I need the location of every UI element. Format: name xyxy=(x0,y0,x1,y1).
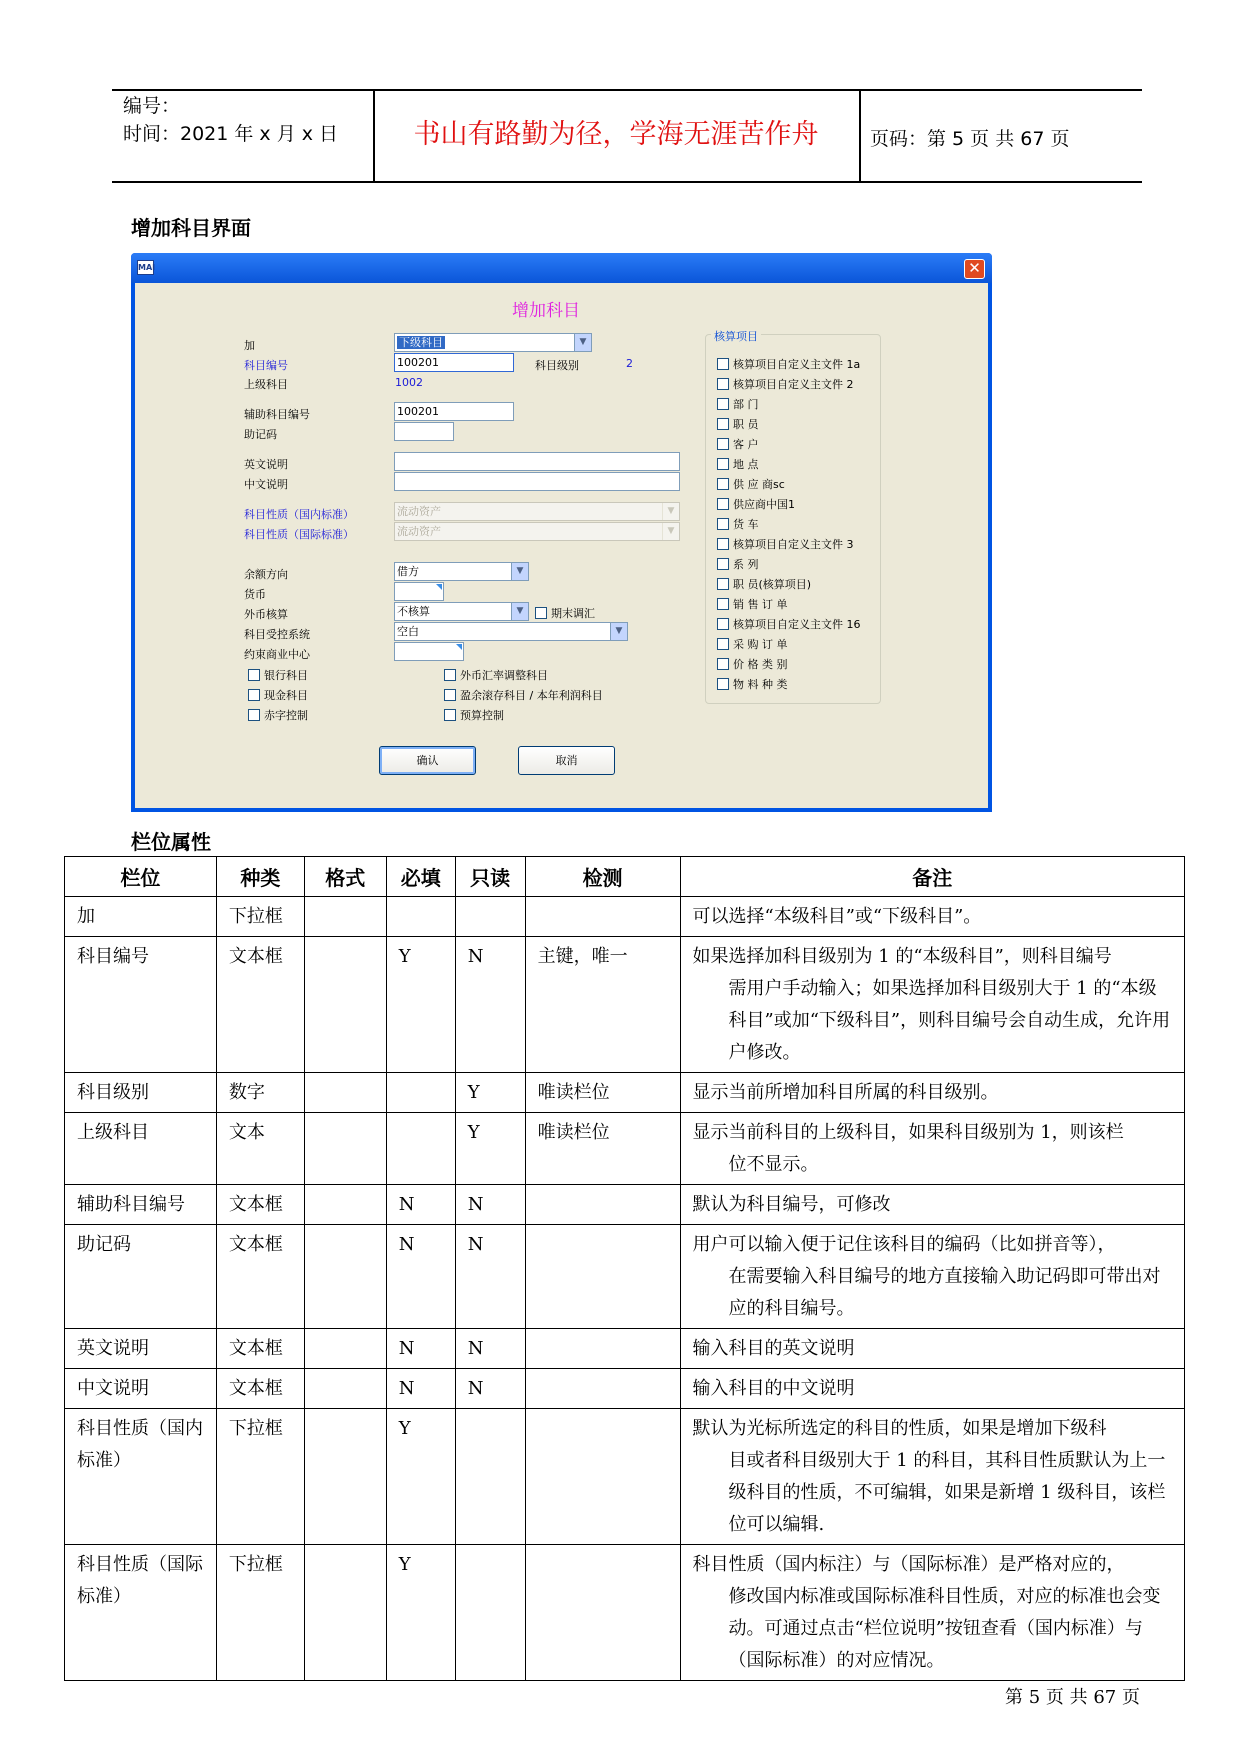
checkbox-label: 现金科目 xyxy=(264,689,308,702)
ctrl-sys-label: 科目受控系统 xyxy=(244,628,310,641)
accounting-item-checkbox[interactable] xyxy=(717,636,788,652)
note-continuation: 目或者科目级别大于 1 的科目，其科目性质默认为上一级科目的性质，不可编辑，如果是新增 1 级科目，该栏位可以编辑. xyxy=(728,1450,1166,1535)
column-header: 只读 xyxy=(455,857,525,897)
note-first-line: 如果选择加科目级别为 1 的“本级科目”，则科目编号 xyxy=(692,946,1112,967)
column-header: 检测 xyxy=(525,857,680,897)
nature-intl-label: 科目性质（国际标准） xyxy=(244,528,354,541)
dialog-heading: 增加科目 xyxy=(512,301,580,321)
cell-readonly: Y xyxy=(455,1113,525,1185)
cell-readonly xyxy=(455,897,525,937)
close-icon[interactable]: ✕ xyxy=(964,259,985,279)
cell-readonly: N xyxy=(455,1329,525,1369)
cell-type: 下拉框 xyxy=(216,1409,304,1545)
note-continuation: 位不显示。 xyxy=(728,1154,819,1175)
checkbox-label: 预算控制 xyxy=(460,709,504,722)
cell-note xyxy=(680,1545,1185,1681)
cell-check xyxy=(525,1545,680,1681)
cell-field: 科目编号 xyxy=(65,937,217,1073)
nature-cn-value: 流动资产 xyxy=(397,505,441,518)
constraint-label: 约束商业中心 xyxy=(244,648,310,661)
checkbox-label: 职 员(核算项目) xyxy=(733,578,812,591)
cell-required: N xyxy=(386,1225,455,1329)
cell-note xyxy=(680,1185,1185,1225)
nature-cn-label: 科目性质（国内标准） xyxy=(244,508,354,521)
cell-field: 科目性质（国内标准） xyxy=(65,1409,217,1545)
table-row xyxy=(65,1113,1185,1185)
parent-account-value: 1002 xyxy=(395,376,423,389)
accounting-item-checkbox[interactable] xyxy=(717,476,785,492)
checkbox-icon xyxy=(717,618,729,630)
fx-value: 不核算 xyxy=(397,605,430,618)
cash-account-checkbox[interactable] xyxy=(248,687,308,703)
en-desc-input[interactable] xyxy=(394,452,680,471)
cell-format xyxy=(304,1329,386,1369)
add-label: 加 xyxy=(244,339,255,352)
retained-earnings-checkbox[interactable] xyxy=(444,687,603,703)
ok-button[interactable]: 确认 xyxy=(379,746,476,775)
cell-check xyxy=(525,1329,680,1369)
checkbox-label: 供 应 商sc xyxy=(733,478,785,491)
ctrl-sys-dropdown[interactable] xyxy=(394,622,628,641)
table-row xyxy=(65,1545,1185,1681)
checkbox-icon xyxy=(717,438,729,450)
cell-type: 文本框 xyxy=(216,1369,304,1409)
table-row xyxy=(65,1073,1185,1113)
cn-desc-label: 中文说明 xyxy=(244,478,288,491)
ctrl-sys-value: 空白 xyxy=(397,625,419,638)
cell-readonly: N xyxy=(455,1185,525,1225)
checkbox-icon xyxy=(717,478,729,490)
section-title: 栏位属性 xyxy=(131,830,211,854)
checkbox-icon xyxy=(717,538,729,550)
table-row xyxy=(65,937,1185,1073)
cell-check: 唯读栏位 xyxy=(525,1073,680,1113)
checkbox-label: 采 购 订 单 xyxy=(733,638,788,651)
nature-intl-value: 流动资产 xyxy=(397,525,441,538)
constraint-input[interactable] xyxy=(394,642,464,661)
add-level-value: 下级科目 xyxy=(399,336,443,349)
checkbox-label: 核算项目自定义主文件 16 xyxy=(733,618,861,631)
account-code-input[interactable]: 100201 xyxy=(394,353,514,372)
cell-readonly: N xyxy=(455,937,525,1073)
cell-type: 文本 xyxy=(216,1113,304,1185)
note-first-line: 默认为科目编号，可修改 xyxy=(692,1194,891,1215)
budget-control-checkbox[interactable] xyxy=(444,707,504,723)
checkbox-icon xyxy=(248,669,260,681)
cell-type: 下拉框 xyxy=(216,1545,304,1681)
cell-format xyxy=(304,1073,386,1113)
group-title: 核算项目 xyxy=(711,328,761,344)
cell-field: 辅助科目编号 xyxy=(65,1185,217,1225)
accounting-item-checkbox[interactable] xyxy=(717,376,854,392)
checkbox-label: 货 车 xyxy=(733,518,759,531)
chevron-down-icon: ▼ xyxy=(662,503,679,520)
cell-format xyxy=(304,1113,386,1185)
account-code-label: 科目编号 xyxy=(244,359,288,372)
checkbox-label: 部 门 xyxy=(733,398,759,411)
note-first-line: 输入科目的中文说明 xyxy=(692,1378,855,1399)
mnemonic-input[interactable] xyxy=(394,422,454,441)
cell-field: 科目级别 xyxy=(65,1073,217,1113)
column-header: 格式 xyxy=(304,857,386,897)
cell-type: 文本框 xyxy=(216,937,304,1073)
add-level-dropdown[interactable] xyxy=(394,333,592,352)
section-title: 增加科目界面 xyxy=(131,216,251,240)
checkbox-label: 核算项目自定义主文件 2 xyxy=(733,378,854,391)
balance-dir-dropdown[interactable] xyxy=(394,562,529,581)
table-row xyxy=(65,1185,1185,1225)
cell-type: 文本框 xyxy=(216,1329,304,1369)
cell-field: 英文说明 xyxy=(65,1329,217,1369)
column-header: 栏位 xyxy=(65,857,217,897)
note-continuation: 需用户手动输入；如果选择加科目级别大于 1 的“本级科目”或加“下级科目”，则科目编号会自动生成，允许用户修改。 xyxy=(728,978,1171,1063)
note-continuation: 在需要输入科目编号的地方直接输入助记码即可带出对应的科目编号。 xyxy=(728,1266,1161,1319)
lookup-icon xyxy=(436,584,442,590)
note-first-line: 输入科目的英文说明 xyxy=(692,1338,855,1359)
checkbox-icon xyxy=(444,669,456,681)
deficit-control-checkbox[interactable] xyxy=(248,707,308,723)
fx-dropdown[interactable] xyxy=(394,602,529,621)
cell-readonly xyxy=(455,1409,525,1545)
accounting-item-checkbox[interactable] xyxy=(717,616,861,632)
header-top-rule xyxy=(112,89,1142,91)
account-level-value: 2 xyxy=(626,357,633,370)
cell-note xyxy=(680,1329,1185,1369)
accounting-item-checkbox[interactable] xyxy=(717,556,759,572)
cell-format xyxy=(304,937,386,1073)
checkbox-icon xyxy=(717,458,729,470)
accounting-item-checkbox[interactable] xyxy=(717,516,759,532)
checkbox-label: 销 售 订 单 xyxy=(733,598,788,611)
table-row xyxy=(65,1369,1185,1409)
chevron-down-icon: ▼ xyxy=(662,523,679,540)
cell-check xyxy=(525,897,680,937)
checkbox-icon xyxy=(717,598,729,610)
nature-intl-dropdown xyxy=(394,522,680,541)
balance-dir-value: 借方 xyxy=(397,565,419,578)
checkbox-icon xyxy=(717,578,729,590)
cell-note xyxy=(680,1073,1185,1113)
checkbox-label: 供应商中国1 xyxy=(733,498,795,511)
cell-format xyxy=(304,897,386,937)
checkbox-icon xyxy=(717,638,729,650)
bank-account-checkbox[interactable] xyxy=(248,667,308,683)
note-first-line: 显示当前科目的上级科目，如果科目级别为 1，则该栏 xyxy=(692,1122,1124,1143)
cell-check xyxy=(525,1369,680,1409)
note-continuation: 修改国内标准或国际标准科目性质，对应的标准也会变动。可通过点击“栏位说明”按钮查看（国内标准）与（国际标准）的对应情况。 xyxy=(728,1586,1161,1671)
fx-label: 外币核算 xyxy=(244,608,288,621)
chevron-down-icon: ▼ xyxy=(610,623,627,640)
currency-label: 货币 xyxy=(244,588,266,601)
cell-required: Y xyxy=(386,937,455,1073)
nature-cn-dropdown xyxy=(394,502,680,521)
accounting-item-checkbox[interactable] xyxy=(717,596,788,612)
table-row xyxy=(65,897,1185,937)
checkbox-icon xyxy=(717,518,729,530)
accounting-item-checkbox[interactable] xyxy=(717,536,854,552)
cell-required xyxy=(386,1113,455,1185)
header-page-info: 页码：第 5 页 共 67 页 xyxy=(870,128,1070,150)
cell-readonly: N xyxy=(455,1225,525,1329)
checkbox-label: 物 料 种 类 xyxy=(733,678,788,691)
fx-adjust-checkbox[interactable] xyxy=(444,667,548,683)
cell-note xyxy=(680,1225,1185,1329)
cell-check: 主键，唯一 xyxy=(525,937,680,1073)
period-end-checkbox[interactable] xyxy=(535,605,595,621)
cell-required xyxy=(386,1073,455,1113)
checkbox-label: 客 户 xyxy=(733,438,759,451)
cell-required: N xyxy=(386,1369,455,1409)
cell-type: 文本框 xyxy=(216,1225,304,1329)
checkbox-label: 核算项目自定义主文件 3 xyxy=(733,538,854,551)
accounting-item-checkbox[interactable] xyxy=(717,456,759,472)
cell-note xyxy=(680,1409,1185,1545)
accounting-item-checkbox[interactable] xyxy=(717,576,811,592)
cell-field: 加 xyxy=(65,897,217,937)
column-header: 备注 xyxy=(680,857,1185,897)
lookup-icon xyxy=(456,644,462,650)
checkbox-icon xyxy=(444,689,456,701)
accounting-item-checkbox[interactable] xyxy=(717,416,759,432)
checkbox-icon xyxy=(248,689,260,701)
accounting-item-checkbox[interactable] xyxy=(717,396,759,412)
checkbox-label: 盈余滚存科目 / 本年利润科目 xyxy=(460,689,603,702)
parent-account-label: 上级科目 xyxy=(244,378,288,391)
checkbox-icon xyxy=(717,678,729,690)
checkbox-label: 外币汇率调整科目 xyxy=(460,669,548,682)
header-bottom-rule xyxy=(112,181,1142,183)
checkbox-label: 银行科目 xyxy=(264,669,308,682)
column-header: 必填 xyxy=(386,857,455,897)
cell-required: N xyxy=(386,1185,455,1225)
cell-readonly: Y xyxy=(455,1073,525,1113)
note-first-line: 可以选择“本级科目”或“下级科目”。 xyxy=(692,906,982,927)
cell-check xyxy=(525,1185,680,1225)
note-first-line: 显示当前所增加科目所属的科目级别。 xyxy=(692,1082,999,1103)
balance-dir-label: 余额方向 xyxy=(244,568,288,581)
cell-note xyxy=(680,1113,1185,1185)
cell-format xyxy=(304,1369,386,1409)
checkbox-icon xyxy=(717,658,729,670)
cell-note xyxy=(680,937,1185,1073)
cell-format xyxy=(304,1545,386,1681)
app-icon: MAI xyxy=(137,260,154,275)
checkbox-icon xyxy=(717,378,729,390)
note-first-line: 默认为光标所选定的科目的性质，如果是增加下级科 xyxy=(692,1418,1107,1439)
period-end-label: 期末调汇 xyxy=(551,607,595,620)
checkbox-label: 价 格 类 别 xyxy=(733,658,788,671)
chevron-down-icon: ▼ xyxy=(511,563,528,580)
header-motto: 书山有路勤为径，学海无涯苦作舟 xyxy=(413,119,819,150)
field-properties-table xyxy=(64,856,1185,1681)
dialog-titlebar xyxy=(131,253,992,283)
checkbox-label: 赤字控制 xyxy=(264,709,308,722)
cell-type: 数字 xyxy=(216,1073,304,1113)
account-level-label: 科目级别 xyxy=(535,359,579,372)
checkbox-icon xyxy=(248,709,260,721)
checkbox-icon xyxy=(535,607,547,619)
chevron-down-icon: ▼ xyxy=(574,334,591,351)
checkbox-label: 地 点 xyxy=(733,458,759,471)
cell-format xyxy=(304,1409,386,1545)
chevron-down-icon: ▼ xyxy=(511,603,528,620)
mnemonic-label: 助记码 xyxy=(244,428,277,441)
checkbox-label: 核算项目自定义主文件 1a xyxy=(733,358,861,371)
cell-required: N xyxy=(386,1329,455,1369)
note-first-line: 科目性质（国内标注）与（国际标准）是严格对应的， xyxy=(692,1554,1125,1575)
doc-number: 编号： xyxy=(123,95,181,117)
checkbox-icon xyxy=(717,398,729,410)
note-first-line: 用户可以输入便于记住该科目的编码（比如拼音等）， xyxy=(692,1234,1116,1255)
checkbox-icon xyxy=(717,418,729,430)
checkbox-icon xyxy=(717,358,729,370)
accounting-item-checkbox[interactable] xyxy=(717,676,788,692)
cell-note xyxy=(680,1369,1185,1409)
cell-readonly xyxy=(455,1545,525,1681)
cell-type: 文本框 xyxy=(216,1185,304,1225)
cell-check xyxy=(525,1225,680,1329)
cell-required: Y xyxy=(386,1409,455,1545)
cell-type: 下拉框 xyxy=(216,897,304,937)
cell-readonly: N xyxy=(455,1369,525,1409)
accounting-item-checkbox[interactable] xyxy=(717,436,759,452)
cell-field: 上级科目 xyxy=(65,1113,217,1185)
cell-check: 唯读栏位 xyxy=(525,1113,680,1185)
cell-field: 科目性质（国际标准） xyxy=(65,1545,217,1681)
page-footer: 第 5 页 共 67 页 xyxy=(1005,1687,1140,1708)
doc-time: 时间：2021 年 x 月 x 日 xyxy=(123,123,339,145)
accounting-item-checkbox[interactable] xyxy=(717,496,795,512)
cell-note xyxy=(680,897,1185,937)
cell-field: 助记码 xyxy=(65,1225,217,1329)
cell-check xyxy=(525,1409,680,1545)
checkbox-icon xyxy=(717,498,729,510)
cell-required: Y xyxy=(386,1545,455,1681)
checkbox-label: 职 员 xyxy=(733,418,759,431)
column-header: 种类 xyxy=(216,857,304,897)
checkbox-label: 系 列 xyxy=(733,558,759,571)
header-divider xyxy=(859,89,861,183)
cell-format xyxy=(304,1225,386,1329)
table-row xyxy=(65,1409,1185,1545)
cell-required xyxy=(386,897,455,937)
accounting-item-checkbox[interactable] xyxy=(717,656,788,672)
accounting-item-checkbox[interactable] xyxy=(717,356,860,372)
header-meta xyxy=(123,92,338,148)
checkbox-icon xyxy=(444,709,456,721)
cn-desc-input[interactable] xyxy=(394,472,680,491)
cell-format xyxy=(304,1185,386,1225)
table-header-row xyxy=(65,857,1185,897)
cancel-button[interactable]: 取消 xyxy=(518,746,615,775)
table-row xyxy=(65,1329,1185,1369)
table-row xyxy=(65,1225,1185,1329)
currency-input[interactable] xyxy=(394,582,444,601)
en-desc-label: 英文说明 xyxy=(244,458,288,471)
aux-code-label: 辅助科目编号 xyxy=(244,408,310,421)
aux-code-input[interactable]: 100201 xyxy=(394,402,514,421)
cell-field: 中文说明 xyxy=(65,1369,217,1409)
checkbox-icon xyxy=(717,558,729,570)
